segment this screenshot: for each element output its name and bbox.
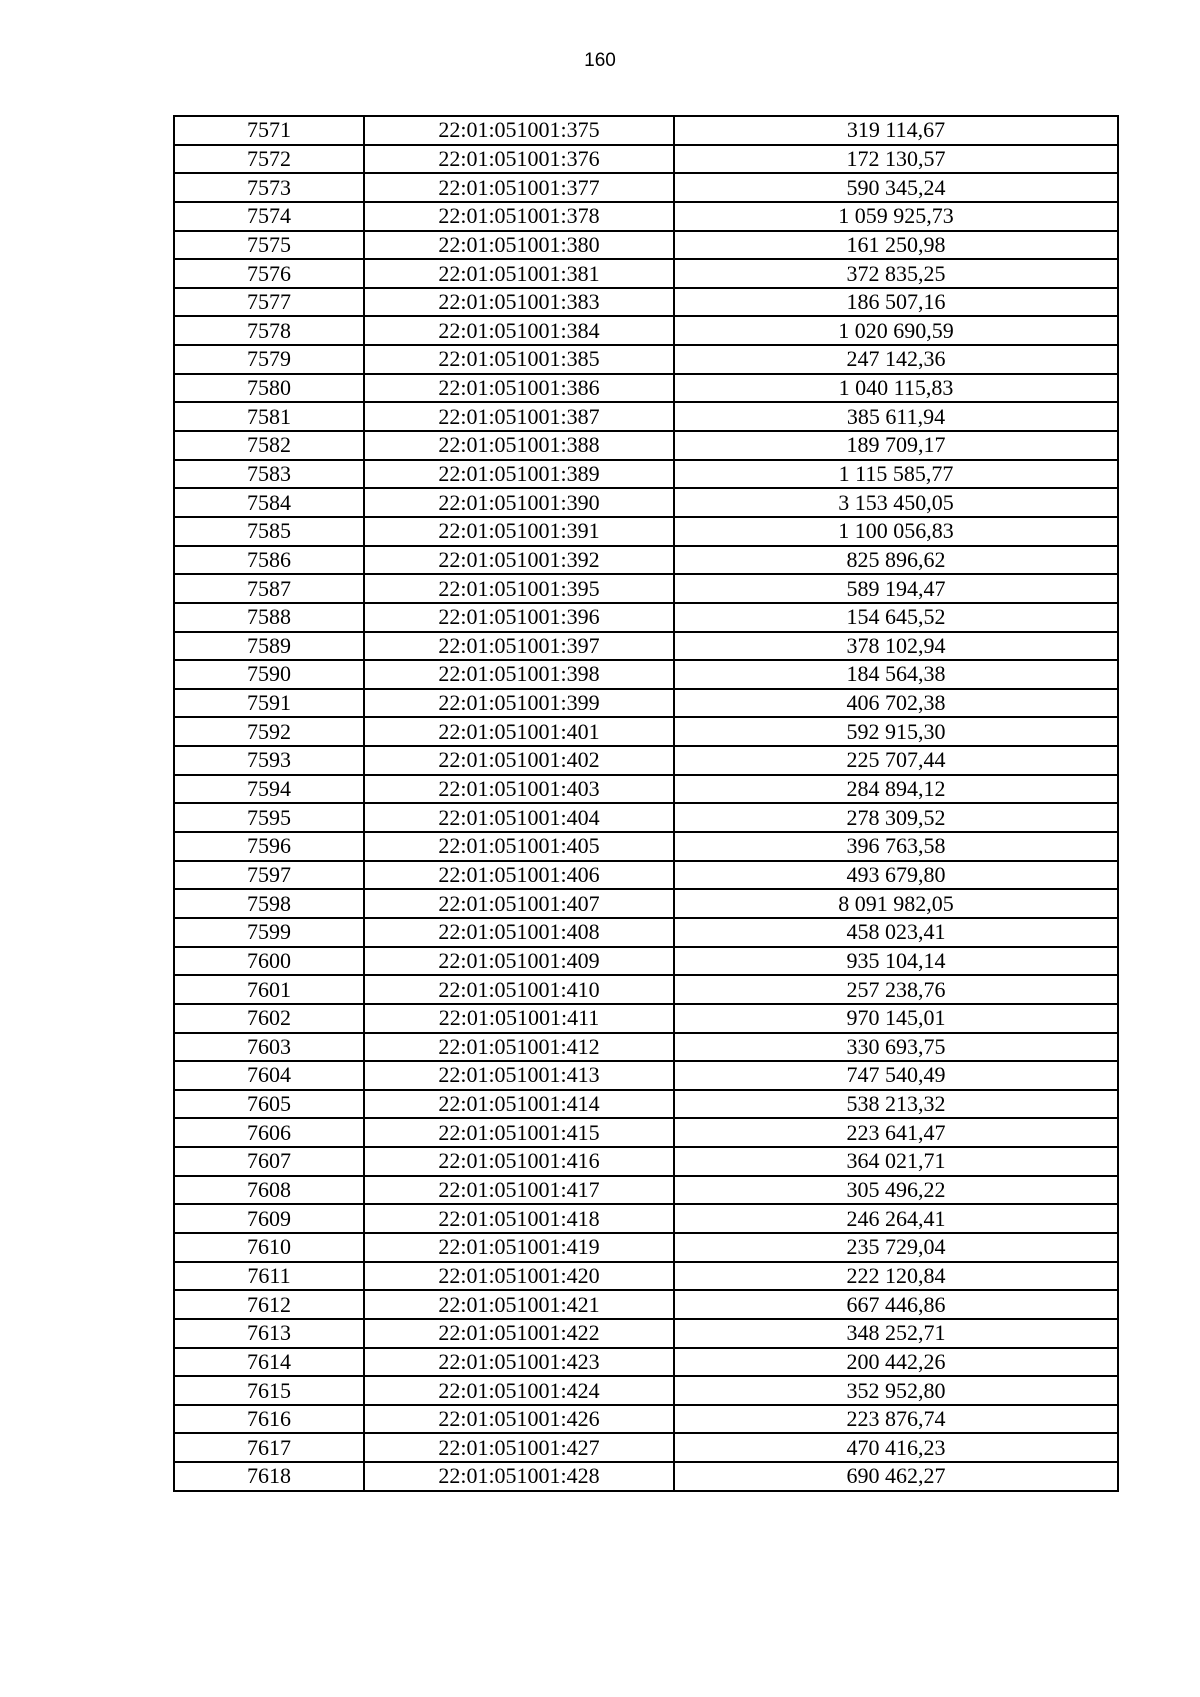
cadastral-value-cell: 590 345,24 <box>674 173 1118 202</box>
table-row <box>174 288 1118 317</box>
cadastral-number-cell: 22:01:051001:408 <box>364 918 674 947</box>
table-row <box>174 1376 1118 1405</box>
row-number-cell: 7579 <box>174 345 364 374</box>
cadastral-value-cell: 406 702,38 <box>674 689 1118 718</box>
table-row <box>174 345 1118 374</box>
cadastral-number-cell: 22:01:051001:375 <box>364 116 674 145</box>
cadastral-value-cell: 825 896,62 <box>674 546 1118 575</box>
table-row <box>174 1147 1118 1176</box>
table-row <box>174 1004 1118 1033</box>
cadastral-value-cell: 1 100 056,83 <box>674 517 1118 546</box>
cadastral-number-cell: 22:01:051001:376 <box>364 145 674 174</box>
row-number-cell: 7586 <box>174 546 364 575</box>
table-row <box>174 546 1118 575</box>
table-row <box>174 632 1118 661</box>
table-row <box>174 975 1118 1004</box>
cadastral-number-cell: 22:01:051001:403 <box>364 775 674 804</box>
cadastral-value-cell: 458 023,41 <box>674 918 1118 947</box>
table-row <box>174 1118 1118 1147</box>
row-number-cell: 7613 <box>174 1319 364 1348</box>
row-number-cell: 7603 <box>174 1033 364 1062</box>
table-row <box>174 803 1118 832</box>
cadastral-value-cell: 330 693,75 <box>674 1033 1118 1062</box>
cadastral-number-cell: 22:01:051001:404 <box>364 803 674 832</box>
cadastral-value-cell: 305 496,22 <box>674 1176 1118 1205</box>
cadastral-value-cell: 348 252,71 <box>674 1319 1118 1348</box>
cadastral-number-cell: 22:01:051001:427 <box>364 1433 674 1462</box>
row-number-cell: 7574 <box>174 202 364 231</box>
cadastral-value-cell: 189 709,17 <box>674 431 1118 460</box>
table-row <box>174 746 1118 775</box>
cadastral-value-cell: 257 238,76 <box>674 975 1118 1004</box>
cadastral-number-cell: 22:01:051001:383 <box>364 288 674 317</box>
cadastral-number-cell: 22:01:051001:428 <box>364 1462 674 1491</box>
row-number-cell: 7589 <box>174 632 364 661</box>
cadastral-value-cell: 225 707,44 <box>674 746 1118 775</box>
cadastral-number-cell: 22:01:051001:419 <box>364 1233 674 1262</box>
cadastral-value-cell: 246 264,41 <box>674 1204 1118 1233</box>
cadastral-value-cell: 493 679,80 <box>674 861 1118 890</box>
table-row <box>174 603 1118 632</box>
cadastral-number-cell: 22:01:051001:415 <box>364 1118 674 1147</box>
row-number-cell: 7573 <box>174 173 364 202</box>
table-row <box>174 517 1118 546</box>
table-row <box>174 202 1118 231</box>
cadastral-number-cell: 22:01:051001:406 <box>364 861 674 890</box>
table-row <box>174 1405 1118 1434</box>
row-number-cell: 7575 <box>174 231 364 260</box>
table-row <box>174 1433 1118 1462</box>
cadastral-value-cell: 161 250,98 <box>674 231 1118 260</box>
cadastral-value-cell: 364 021,71 <box>674 1147 1118 1176</box>
cadastral-value-cell: 222 120,84 <box>674 1262 1118 1291</box>
cadastral-value-cell: 378 102,94 <box>674 632 1118 661</box>
cadastral-number-cell: 22:01:051001:401 <box>364 717 674 746</box>
cadastral-number-cell: 22:01:051001:380 <box>364 231 674 260</box>
table-row <box>174 116 1118 145</box>
row-number-cell: 7588 <box>174 603 364 632</box>
row-number-cell: 7609 <box>174 1204 364 1233</box>
row-number-cell: 7616 <box>174 1405 364 1434</box>
cadastral-value-cell: 223 876,74 <box>674 1405 1118 1434</box>
cadastral-number-cell: 22:01:051001:413 <box>364 1061 674 1090</box>
cadastral-number-cell: 22:01:051001:420 <box>364 1262 674 1291</box>
cadastral-value-cell: 1 040 115,83 <box>674 374 1118 403</box>
cadastral-value-cell: 1 059 925,73 <box>674 202 1118 231</box>
cadastral-number-cell: 22:01:051001:395 <box>364 574 674 603</box>
table-row <box>174 316 1118 345</box>
cadastral-value-cell: 352 952,80 <box>674 1376 1118 1405</box>
cadastral-number-cell: 22:01:051001:410 <box>364 975 674 1004</box>
table-row <box>174 889 1118 918</box>
table-row <box>174 861 1118 890</box>
cadastral-number-cell: 22:01:051001:418 <box>364 1204 674 1233</box>
row-number-cell: 7608 <box>174 1176 364 1205</box>
table-row <box>174 488 1118 517</box>
cadastral-number-cell: 22:01:051001:377 <box>364 173 674 202</box>
row-number-cell: 7600 <box>174 947 364 976</box>
cadastral-value-cell: 172 130,57 <box>674 145 1118 174</box>
table-row <box>174 460 1118 489</box>
row-number-cell: 7617 <box>174 1433 364 1462</box>
cadastral-number-cell: 22:01:051001:392 <box>364 546 674 575</box>
cadastral-number-cell: 22:01:051001:399 <box>364 689 674 718</box>
table-row <box>174 775 1118 804</box>
cadastral-number-cell: 22:01:051001:412 <box>364 1033 674 1062</box>
row-number-cell: 7582 <box>174 431 364 460</box>
page-number: 160 <box>584 50 616 71</box>
cadastral-number-cell: 22:01:051001:398 <box>364 660 674 689</box>
cadastral-number-cell: 22:01:051001:388 <box>364 431 674 460</box>
table-row <box>174 947 1118 976</box>
row-number-cell: 7593 <box>174 746 364 775</box>
table-row <box>174 689 1118 718</box>
cadastral-number-cell: 22:01:051001:416 <box>364 1147 674 1176</box>
row-number-cell: 7614 <box>174 1348 364 1377</box>
row-number-cell: 7592 <box>174 717 364 746</box>
cadastral-value-cell: 592 915,30 <box>674 717 1118 746</box>
cadastral-value-cell: 319 114,67 <box>674 116 1118 145</box>
table-row <box>174 1033 1118 1062</box>
cadastral-value-cell: 184 564,38 <box>674 660 1118 689</box>
table-row <box>174 574 1118 603</box>
row-number-cell: 7602 <box>174 1004 364 1033</box>
table-row <box>174 374 1118 403</box>
cadastral-number-cell: 22:01:051001:381 <box>364 259 674 288</box>
cadastral-value-cell: 284 894,12 <box>674 775 1118 804</box>
table-row <box>174 1204 1118 1233</box>
row-number-cell: 7605 <box>174 1090 364 1119</box>
row-number-cell: 7577 <box>174 288 364 317</box>
cadastral-value-cell: 690 462,27 <box>674 1462 1118 1491</box>
table-row <box>174 1262 1118 1291</box>
row-number-cell: 7583 <box>174 460 364 489</box>
cadastral-number-cell: 22:01:051001:423 <box>364 1348 674 1377</box>
cadastral-value-cell: 8 091 982,05 <box>674 889 1118 918</box>
table-row <box>174 173 1118 202</box>
row-number-cell: 7606 <box>174 1118 364 1147</box>
row-number-cell: 7572 <box>174 145 364 174</box>
row-number-cell: 7599 <box>174 918 364 947</box>
row-number-cell: 7618 <box>174 1462 364 1491</box>
cadastral-value-cell: 235 729,04 <box>674 1233 1118 1262</box>
table-row <box>174 1290 1118 1319</box>
row-number-cell: 7597 <box>174 861 364 890</box>
cadastral-value-cell: 538 213,32 <box>674 1090 1118 1119</box>
cadastral-value-cell: 1 115 585,77 <box>674 460 1118 489</box>
cadastral-number-cell: 22:01:051001:384 <box>364 316 674 345</box>
table-row <box>174 431 1118 460</box>
table-row <box>174 717 1118 746</box>
table-row <box>174 402 1118 431</box>
cadastral-number-cell: 22:01:051001:424 <box>364 1376 674 1405</box>
cadastral-number-cell: 22:01:051001:397 <box>364 632 674 661</box>
cadastral-number-cell: 22:01:051001:426 <box>364 1405 674 1434</box>
cadastral-number-cell: 22:01:051001:405 <box>364 832 674 861</box>
row-number-cell: 7607 <box>174 1147 364 1176</box>
cadastral-number-cell: 22:01:051001:402 <box>364 746 674 775</box>
row-number-cell: 7584 <box>174 488 364 517</box>
cadastral-number-cell: 22:01:051001:389 <box>364 460 674 489</box>
cadastral-number-cell: 22:01:051001:422 <box>364 1319 674 1348</box>
table-row <box>174 918 1118 947</box>
cadastral-value-cell: 385 611,94 <box>674 402 1118 431</box>
cadastral-value-cell: 470 416,23 <box>674 1433 1118 1462</box>
table-row <box>174 832 1118 861</box>
cadastral-number-cell: 22:01:051001:411 <box>364 1004 674 1033</box>
cadastral-number-cell: 22:01:051001:390 <box>364 488 674 517</box>
cadastral-value-cell: 200 442,26 <box>674 1348 1118 1377</box>
row-number-cell: 7612 <box>174 1290 364 1319</box>
cadastral-number-cell: 22:01:051001:378 <box>364 202 674 231</box>
cadastral-value-cell: 154 645,52 <box>674 603 1118 632</box>
table-row <box>174 1233 1118 1262</box>
row-number-cell: 7591 <box>174 689 364 718</box>
row-number-cell: 7594 <box>174 775 364 804</box>
table-row <box>174 231 1118 260</box>
row-number-cell: 7578 <box>174 316 364 345</box>
cadastral-value-cell: 247 142,36 <box>674 345 1118 374</box>
table-row <box>174 1061 1118 1090</box>
table-row <box>174 259 1118 288</box>
row-number-cell: 7604 <box>174 1061 364 1090</box>
row-number-cell: 7587 <box>174 574 364 603</box>
row-number-cell: 7585 <box>174 517 364 546</box>
cadastral-number-cell: 22:01:051001:409 <box>364 947 674 976</box>
row-number-cell: 7590 <box>174 660 364 689</box>
row-number-cell: 7576 <box>174 259 364 288</box>
cadastral-value-cell: 667 446,86 <box>674 1290 1118 1319</box>
cadastral-number-cell: 22:01:051001:386 <box>364 374 674 403</box>
cadastral-value-cell: 747 540,49 <box>674 1061 1118 1090</box>
row-number-cell: 7595 <box>174 803 364 832</box>
cadastral-value-cell: 589 194,47 <box>674 574 1118 603</box>
row-number-cell: 7581 <box>174 402 364 431</box>
cadastral-value-table <box>173 115 1119 1492</box>
row-number-cell: 7611 <box>174 1262 364 1291</box>
cadastral-value-cell: 186 507,16 <box>674 288 1118 317</box>
cadastral-number-cell: 22:01:051001:414 <box>364 1090 674 1119</box>
table-row <box>174 1090 1118 1119</box>
cadastral-number-cell: 22:01:051001:421 <box>364 1290 674 1319</box>
cadastral-number-cell: 22:01:051001:391 <box>364 517 674 546</box>
cadastral-number-cell: 22:01:051001:407 <box>364 889 674 918</box>
row-number-cell: 7601 <box>174 975 364 1004</box>
cadastral-value-cell: 278 309,52 <box>674 803 1118 832</box>
row-number-cell: 7596 <box>174 832 364 861</box>
cadastral-value-cell: 223 641,47 <box>674 1118 1118 1147</box>
cadastral-value-cell: 372 835,25 <box>674 259 1118 288</box>
cadastral-number-cell: 22:01:051001:417 <box>364 1176 674 1205</box>
cadastral-value-cell: 1 020 690,59 <box>674 316 1118 345</box>
table-row <box>174 660 1118 689</box>
cadastral-number-cell: 22:01:051001:396 <box>364 603 674 632</box>
cadastral-number-cell: 22:01:051001:385 <box>364 345 674 374</box>
cadastral-number-cell: 22:01:051001:387 <box>364 402 674 431</box>
cadastral-value-cell: 935 104,14 <box>674 947 1118 976</box>
row-number-cell: 7580 <box>174 374 364 403</box>
cadastral-value-cell: 396 763,58 <box>674 832 1118 861</box>
table-row <box>174 1462 1118 1491</box>
cadastral-value-cell: 3 153 450,05 <box>674 488 1118 517</box>
row-number-cell: 7571 <box>174 116 364 145</box>
table-body <box>174 116 1118 1491</box>
table-row <box>174 1319 1118 1348</box>
table-row <box>174 1176 1118 1205</box>
row-number-cell: 7598 <box>174 889 364 918</box>
row-number-cell: 7610 <box>174 1233 364 1262</box>
row-number-cell: 7615 <box>174 1376 364 1405</box>
table-row <box>174 1348 1118 1377</box>
cadastral-value-cell: 970 145,01 <box>674 1004 1118 1033</box>
table-row <box>174 145 1118 174</box>
